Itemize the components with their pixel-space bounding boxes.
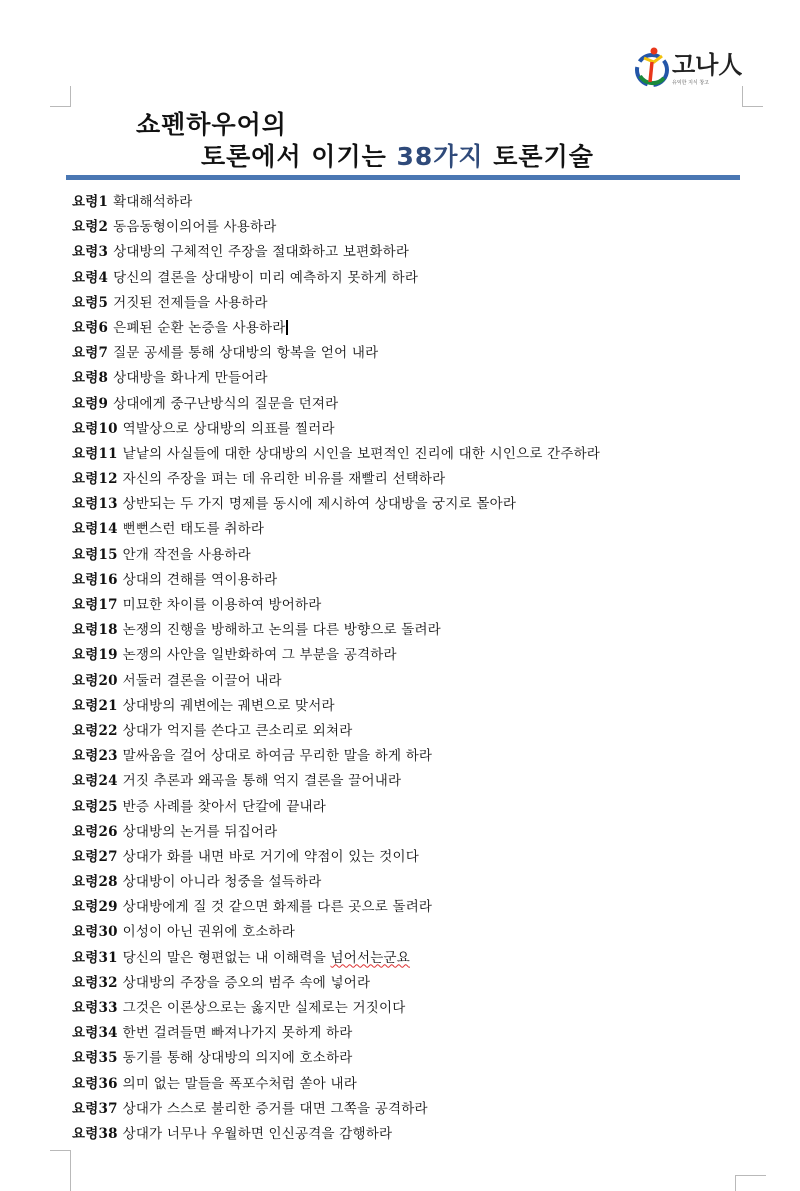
tip-item xyxy=(72,669,600,694)
tip-item xyxy=(72,517,600,542)
tip-text: 상대방에게 질 것 같으면 화제를 다른 곳으로 돌려라 xyxy=(122,899,433,916)
tip-item xyxy=(72,240,600,265)
tip-number: 요령18 xyxy=(72,622,118,639)
tip-item xyxy=(72,568,600,593)
tip-item xyxy=(72,1097,600,1122)
tip-number: 요령28 xyxy=(72,874,118,891)
tip-text: 자신의 주장을 펴는 데 유리한 비유를 재빨리 선택하라 xyxy=(122,471,446,488)
tip-item xyxy=(72,694,600,719)
title-line-2 xyxy=(201,137,594,173)
tip-number: 요령27 xyxy=(72,848,118,865)
tip-text: 동음동형이의어를 사용하라 xyxy=(113,219,277,236)
tip-number: 요령36 xyxy=(72,1075,118,1092)
tip-item xyxy=(72,845,600,870)
tip-text: 상대방의 궤변에는 궤변으로 맞서라 xyxy=(122,697,335,714)
page-corner-mark xyxy=(735,1175,766,1191)
tip-text: 거짓된 전제들을 사용하라 xyxy=(113,294,268,311)
tip-text: 상대의 견해를 역이용하라 xyxy=(122,571,278,588)
logo-text: 고나人 xyxy=(672,51,743,79)
tip-number: 요령14 xyxy=(72,521,118,538)
tip-number: 요령33 xyxy=(72,1000,118,1016)
tip-number: 요령29 xyxy=(72,899,118,916)
page-corner-mark xyxy=(50,1150,71,1191)
tip-number: 요령24 xyxy=(72,773,118,790)
tip-item xyxy=(72,895,600,920)
tip-number: 요령6 xyxy=(72,319,109,336)
tip-number: 요령30 xyxy=(72,924,118,941)
tip-number: 요령9 xyxy=(72,395,109,412)
tip-text: 말싸움을 걸어 상대로 하여금 무리한 말을 하게 하라 xyxy=(122,748,433,765)
tip-text: 상대가 억지를 쓴다고 큰소리로 외쳐라 xyxy=(122,722,353,739)
tip-number: 요령16 xyxy=(72,571,118,588)
tip-text: 질문 공세를 통해 상대방의 항복을 얻어 내라 xyxy=(113,345,379,362)
logo-subtitle: 유익한 지식 창고 xyxy=(672,80,709,86)
tip-text: 낱낱의 사실들에 대한 상대방의 시인을 보편적인 진리에 대한 시인으로 간주하라 xyxy=(122,445,601,462)
tip-number: 요령34 xyxy=(72,1025,118,1042)
tip-number: 요령3 xyxy=(72,244,109,261)
tip-number: 요령19 xyxy=(72,647,118,664)
tip-text: 뻔뻔스런 태도를 취하라 xyxy=(122,521,265,538)
tip-item xyxy=(72,870,600,895)
tip-item xyxy=(72,492,600,517)
tip-text: 상대가 화를 내면 바로 거기에 약점이 있는 것이다 xyxy=(122,848,419,865)
tip-number: 요령26 xyxy=(72,823,118,840)
tip-number: 요령23 xyxy=(72,748,118,765)
tip-item xyxy=(72,769,600,794)
tip-number: 요령21 xyxy=(72,697,118,714)
tip-text: 그것은 이론상으로는 옳지만 실제로는 거짓이다 xyxy=(122,1000,406,1016)
tip-text: 상대가 너무나 우월하면 인신공격을 감행하라 xyxy=(122,1125,393,1142)
tip-item xyxy=(72,593,600,618)
tip-number: 요령1 xyxy=(72,194,109,210)
tip-item xyxy=(72,1021,600,1046)
tip-item xyxy=(72,467,600,492)
tip-item xyxy=(72,392,600,417)
tip-item xyxy=(72,1072,600,1097)
tip-text: 상대방을 화나게 만들어라 xyxy=(113,370,268,387)
tip-number: 요령8 xyxy=(72,370,109,387)
tip-text: 상대방의 논거를 뒤집어라 xyxy=(122,823,278,840)
tip-number: 요령5 xyxy=(72,294,109,311)
tip-text: 은폐된 순환 논증을 사용하라 xyxy=(113,319,286,336)
tip-text: 상대에게 중구난방식의 질문을 던져라 xyxy=(113,395,339,412)
tip-list xyxy=(72,190,600,1147)
tip-text: 한번 걸려들면 빠져나가지 못하게 하라 xyxy=(122,1025,353,1042)
title-accent: 38가지 xyxy=(396,142,484,171)
tip-text: 상반되는 두 가지 명제를 동시에 제시하여 상대방을 궁지로 몰아라 xyxy=(122,496,517,513)
tip-item xyxy=(72,215,600,240)
title-pre: 토론에서 이기는 xyxy=(201,142,397,171)
tip-item xyxy=(72,1122,600,1147)
tip-text: 미묘한 차이를 이용하여 방어하라 xyxy=(122,597,322,613)
tip-item xyxy=(72,291,600,316)
tip-number: 요령13 xyxy=(72,496,118,513)
tip-text: 논쟁의 사안을 일반화하여 그 부분을 공격하라 xyxy=(122,647,397,664)
page-corner-mark xyxy=(50,86,71,107)
tip-text: 동기를 통해 상대방의 의지에 호소하라 xyxy=(122,1050,353,1067)
logo xyxy=(632,40,752,98)
tip-item xyxy=(72,316,600,341)
tip-item xyxy=(72,417,600,442)
tip-number: 요령38 xyxy=(72,1125,118,1142)
tip-item xyxy=(72,366,600,391)
tip-item xyxy=(72,744,600,769)
tip-text: 상대방의 주장을 증오의 범주 속에 넣어라 xyxy=(122,974,371,991)
tip-item xyxy=(72,618,600,643)
tip-number: 요령37 xyxy=(72,1100,118,1117)
tip-item xyxy=(72,266,600,291)
tip-number: 요령15 xyxy=(72,546,118,563)
tip-number: 요령11 xyxy=(72,445,118,462)
title-line-1: 쇼펜하우어의 xyxy=(136,110,287,139)
tip-text: 이성이 아닌 권위에 호소하라 xyxy=(122,924,296,941)
tip-text: 상대가 스스로 불리한 증거를 대면 그쪽을 공격하라 xyxy=(122,1100,428,1117)
tip-item xyxy=(72,1046,600,1071)
tip-item xyxy=(72,996,600,1021)
tip-text: 역발상으로 상대방의 의표를 찔러라 xyxy=(122,420,335,437)
tip-text: 상대방의 구체적인 주장을 절대화하고 보편화하라 xyxy=(113,244,410,261)
tip-number: 요령17 xyxy=(72,597,118,613)
logo-dot xyxy=(651,48,658,55)
tip-number: 요령2 xyxy=(72,219,109,236)
tip-number: 요령35 xyxy=(72,1050,118,1067)
tip-item xyxy=(72,543,600,568)
tip-text: 논쟁의 진행을 방해하고 논의를 다른 방향으로 돌려라 xyxy=(122,622,441,639)
tip-item xyxy=(72,442,600,467)
tip-text: 안개 작전을 사용하라 xyxy=(122,546,251,563)
tip-item xyxy=(72,719,600,744)
tip-number: 요령7 xyxy=(72,345,109,362)
tip-text: 의미 없는 말들을 폭포수처럼 쏟아 내라 xyxy=(122,1075,357,1092)
tip-item xyxy=(72,341,600,366)
tip-item xyxy=(72,795,600,820)
tip-number: 요령20 xyxy=(72,672,118,689)
title-post: 토론기술 xyxy=(483,142,594,171)
tip-number: 요령32 xyxy=(72,974,118,991)
tip-text: 당신의 결론을 상대방이 미리 예측하지 못하게 하라 xyxy=(113,269,419,286)
tip-text: 확대해석하라 xyxy=(113,194,193,210)
tip-item xyxy=(72,920,600,945)
tip-item xyxy=(72,190,600,215)
spellcheck-underlined-text: 넘어서는군요 xyxy=(330,949,410,966)
tip-item xyxy=(72,971,600,996)
title-rule xyxy=(66,175,740,180)
tip-text: 상대방이 아니라 청중을 설득하라 xyxy=(122,874,322,891)
tip-text: 반증 사례를 찾아서 단칼에 끝내라 xyxy=(122,798,327,815)
tip-text: 당신의 말은 형편없는 내 이해력을 xyxy=(122,949,331,966)
tip-item xyxy=(72,946,600,971)
tip-number: 요령22 xyxy=(72,722,118,739)
tip-text: 서둘러 결론을 이끌어 내라 xyxy=(122,672,282,689)
tip-number: 요령25 xyxy=(72,798,118,815)
tip-item xyxy=(72,820,600,845)
tip-number: 요령12 xyxy=(72,471,118,488)
logo-figure-body xyxy=(650,62,652,82)
tip-number: 요령31 xyxy=(72,949,118,966)
text-cursor xyxy=(286,320,288,335)
tip-number: 요령4 xyxy=(72,269,109,286)
tip-item xyxy=(72,643,600,668)
tip-number: 요령10 xyxy=(72,420,118,437)
tip-text: 거짓 추론과 왜곡을 통해 억지 결론을 끌어내라 xyxy=(122,773,402,790)
